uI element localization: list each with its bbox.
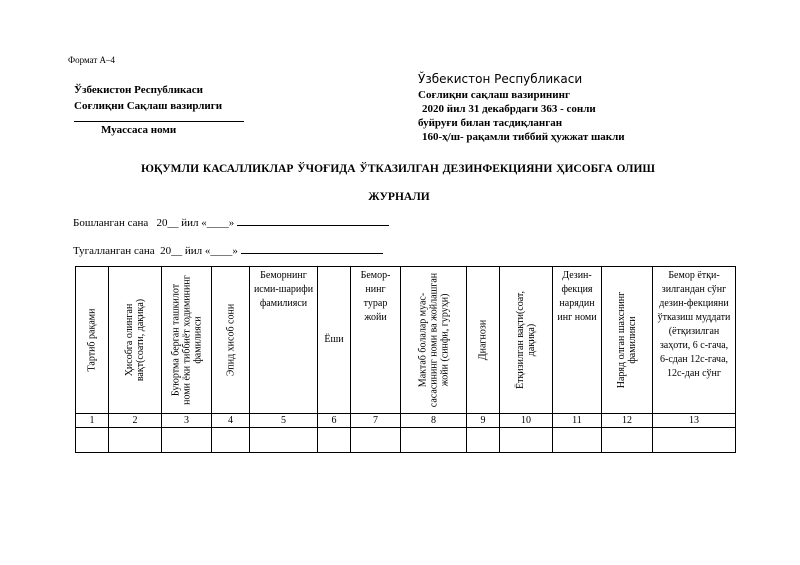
left-header-ministry: Соғлиқни Сақлаш вазирлиги bbox=[74, 100, 223, 112]
right-header-approved: буйруғи билан тасдиқланган bbox=[418, 117, 563, 129]
header-admission-time: Ётқизилган вақти(соат, дақиқа) bbox=[515, 290, 537, 390]
start-date-blank[interactable] bbox=[237, 215, 389, 226]
column-number-row bbox=[76, 414, 736, 428]
empty-cell[interactable] bbox=[467, 428, 500, 453]
empty-cell[interactable] bbox=[351, 428, 401, 453]
empty-cell[interactable] bbox=[553, 428, 602, 453]
empty-cell[interactable] bbox=[76, 428, 109, 453]
header-cell bbox=[401, 267, 467, 414]
empty-cell[interactable] bbox=[653, 428, 736, 453]
journal-title-word: ЖУРНАЛИ bbox=[368, 191, 430, 203]
institution-label: Муассаса номи bbox=[101, 124, 177, 136]
column-number: 2 bbox=[109, 414, 162, 428]
header-cell bbox=[553, 267, 602, 414]
header-age: Ёши bbox=[324, 334, 344, 345]
format-label: Формат А–4 bbox=[68, 55, 116, 65]
disinfection-journal-table bbox=[75, 266, 736, 453]
header-cell bbox=[500, 267, 553, 414]
table-header-row bbox=[76, 267, 736, 414]
end-date-row bbox=[73, 243, 383, 257]
header-cell bbox=[212, 267, 250, 414]
right-header-country: Ўзбекистон Республикаси bbox=[418, 72, 583, 86]
empty-cell[interactable] bbox=[500, 428, 553, 453]
right-header-form-number: 160-ҳ/ш- рақамли тиббий ҳужжат шакли bbox=[422, 131, 625, 143]
empty-cell[interactable] bbox=[401, 428, 467, 453]
empty-cell[interactable] bbox=[162, 428, 212, 453]
right-header-ministry: Соғлиқни сақлаш вазирининг bbox=[418, 89, 570, 101]
header-cell bbox=[76, 267, 109, 414]
column-number: 5 bbox=[250, 414, 318, 428]
start-date-label: Бошланган сана bbox=[73, 217, 149, 229]
column-number: 1 bbox=[76, 414, 109, 428]
header-disinfection-order: Дезин-фекция нарядин инг номи bbox=[557, 270, 597, 323]
right-header-order: 2020 йил 31 декабрдаги 363 - сонли bbox=[422, 103, 596, 115]
header-cell bbox=[318, 267, 351, 414]
header-cell bbox=[162, 267, 212, 414]
left-header-country: Ўзбекистон Республикаси bbox=[74, 84, 203, 96]
end-date-blank[interactable] bbox=[241, 243, 383, 254]
start-date-template: 20__ йил «____» bbox=[156, 217, 238, 229]
header-patient-address: Бемор-нинг турар жойи bbox=[360, 270, 391, 323]
header-serial-number: Тартиб рақами bbox=[86, 308, 98, 372]
header-diagnosis: Диагнози bbox=[477, 319, 489, 361]
column-number: 6 bbox=[318, 414, 351, 428]
header-cell bbox=[351, 267, 401, 414]
header-school-institution: Мактаб болалар муас-сасасининг номи ва жойлашган жойи (синфи, гуруҳи) bbox=[417, 272, 450, 408]
empty-cell[interactable] bbox=[602, 428, 653, 453]
header-cell bbox=[602, 267, 653, 414]
column-number: 10 bbox=[500, 414, 553, 428]
column-number: 9 bbox=[467, 414, 500, 428]
header-disinfection-timing: Бемор ётқи-зилгандан сўнг дезин-фекцияни ўтказиш муддати (ётқизилган заҳоти, 6 с-гача, 6-сдан 12с-гача, 12с-дан сўнг bbox=[657, 270, 731, 379]
header-ordering-organization: Буюртма берган ташкилот номи ёки тиббиёт ходимининг фамилияси bbox=[170, 275, 203, 405]
column-number: 4 bbox=[212, 414, 250, 428]
header-epid-number: Эпид хисоб сони bbox=[225, 303, 236, 377]
empty-cell[interactable] bbox=[250, 428, 318, 453]
empty-cell[interactable] bbox=[109, 428, 162, 453]
end-date-label: Тугалланган сана bbox=[73, 245, 155, 257]
header-registration-time: Ҳисобга олинган вақт(соати, дақиқа) bbox=[124, 298, 146, 382]
column-number: 12 bbox=[602, 414, 653, 428]
institution-name-line bbox=[74, 121, 244, 122]
journal-title: ЮҚУМЛИ КАСАЛЛИКЛАР ЎЧОҒИДА ЎТКАЗИЛГАН ДЕЗИНФЕКЦИЯНИ ҲИСОБГА ОЛИШ bbox=[140, 163, 656, 175]
start-date-row bbox=[73, 215, 389, 229]
column-number: 8 bbox=[401, 414, 467, 428]
table-row bbox=[76, 428, 736, 453]
column-number: 3 bbox=[162, 414, 212, 428]
header-cell bbox=[250, 267, 318, 414]
empty-cell[interactable] bbox=[212, 428, 250, 453]
header-cell bbox=[653, 267, 736, 414]
column-number: 11 bbox=[553, 414, 602, 428]
header-assignee-name: Наряд олган шахснинг фамилияси bbox=[616, 291, 638, 389]
column-number: 13 bbox=[653, 414, 736, 428]
end-date-template: 20__ йил «____» bbox=[160, 245, 241, 257]
header-cell bbox=[467, 267, 500, 414]
empty-cell[interactable] bbox=[318, 428, 351, 453]
header-patient-name: Беморнинг исми-шарифи фамилияси bbox=[253, 270, 314, 309]
right-header bbox=[418, 71, 625, 144]
left-header bbox=[74, 82, 222, 114]
header-cell bbox=[109, 267, 162, 414]
column-number: 7 bbox=[351, 414, 401, 428]
